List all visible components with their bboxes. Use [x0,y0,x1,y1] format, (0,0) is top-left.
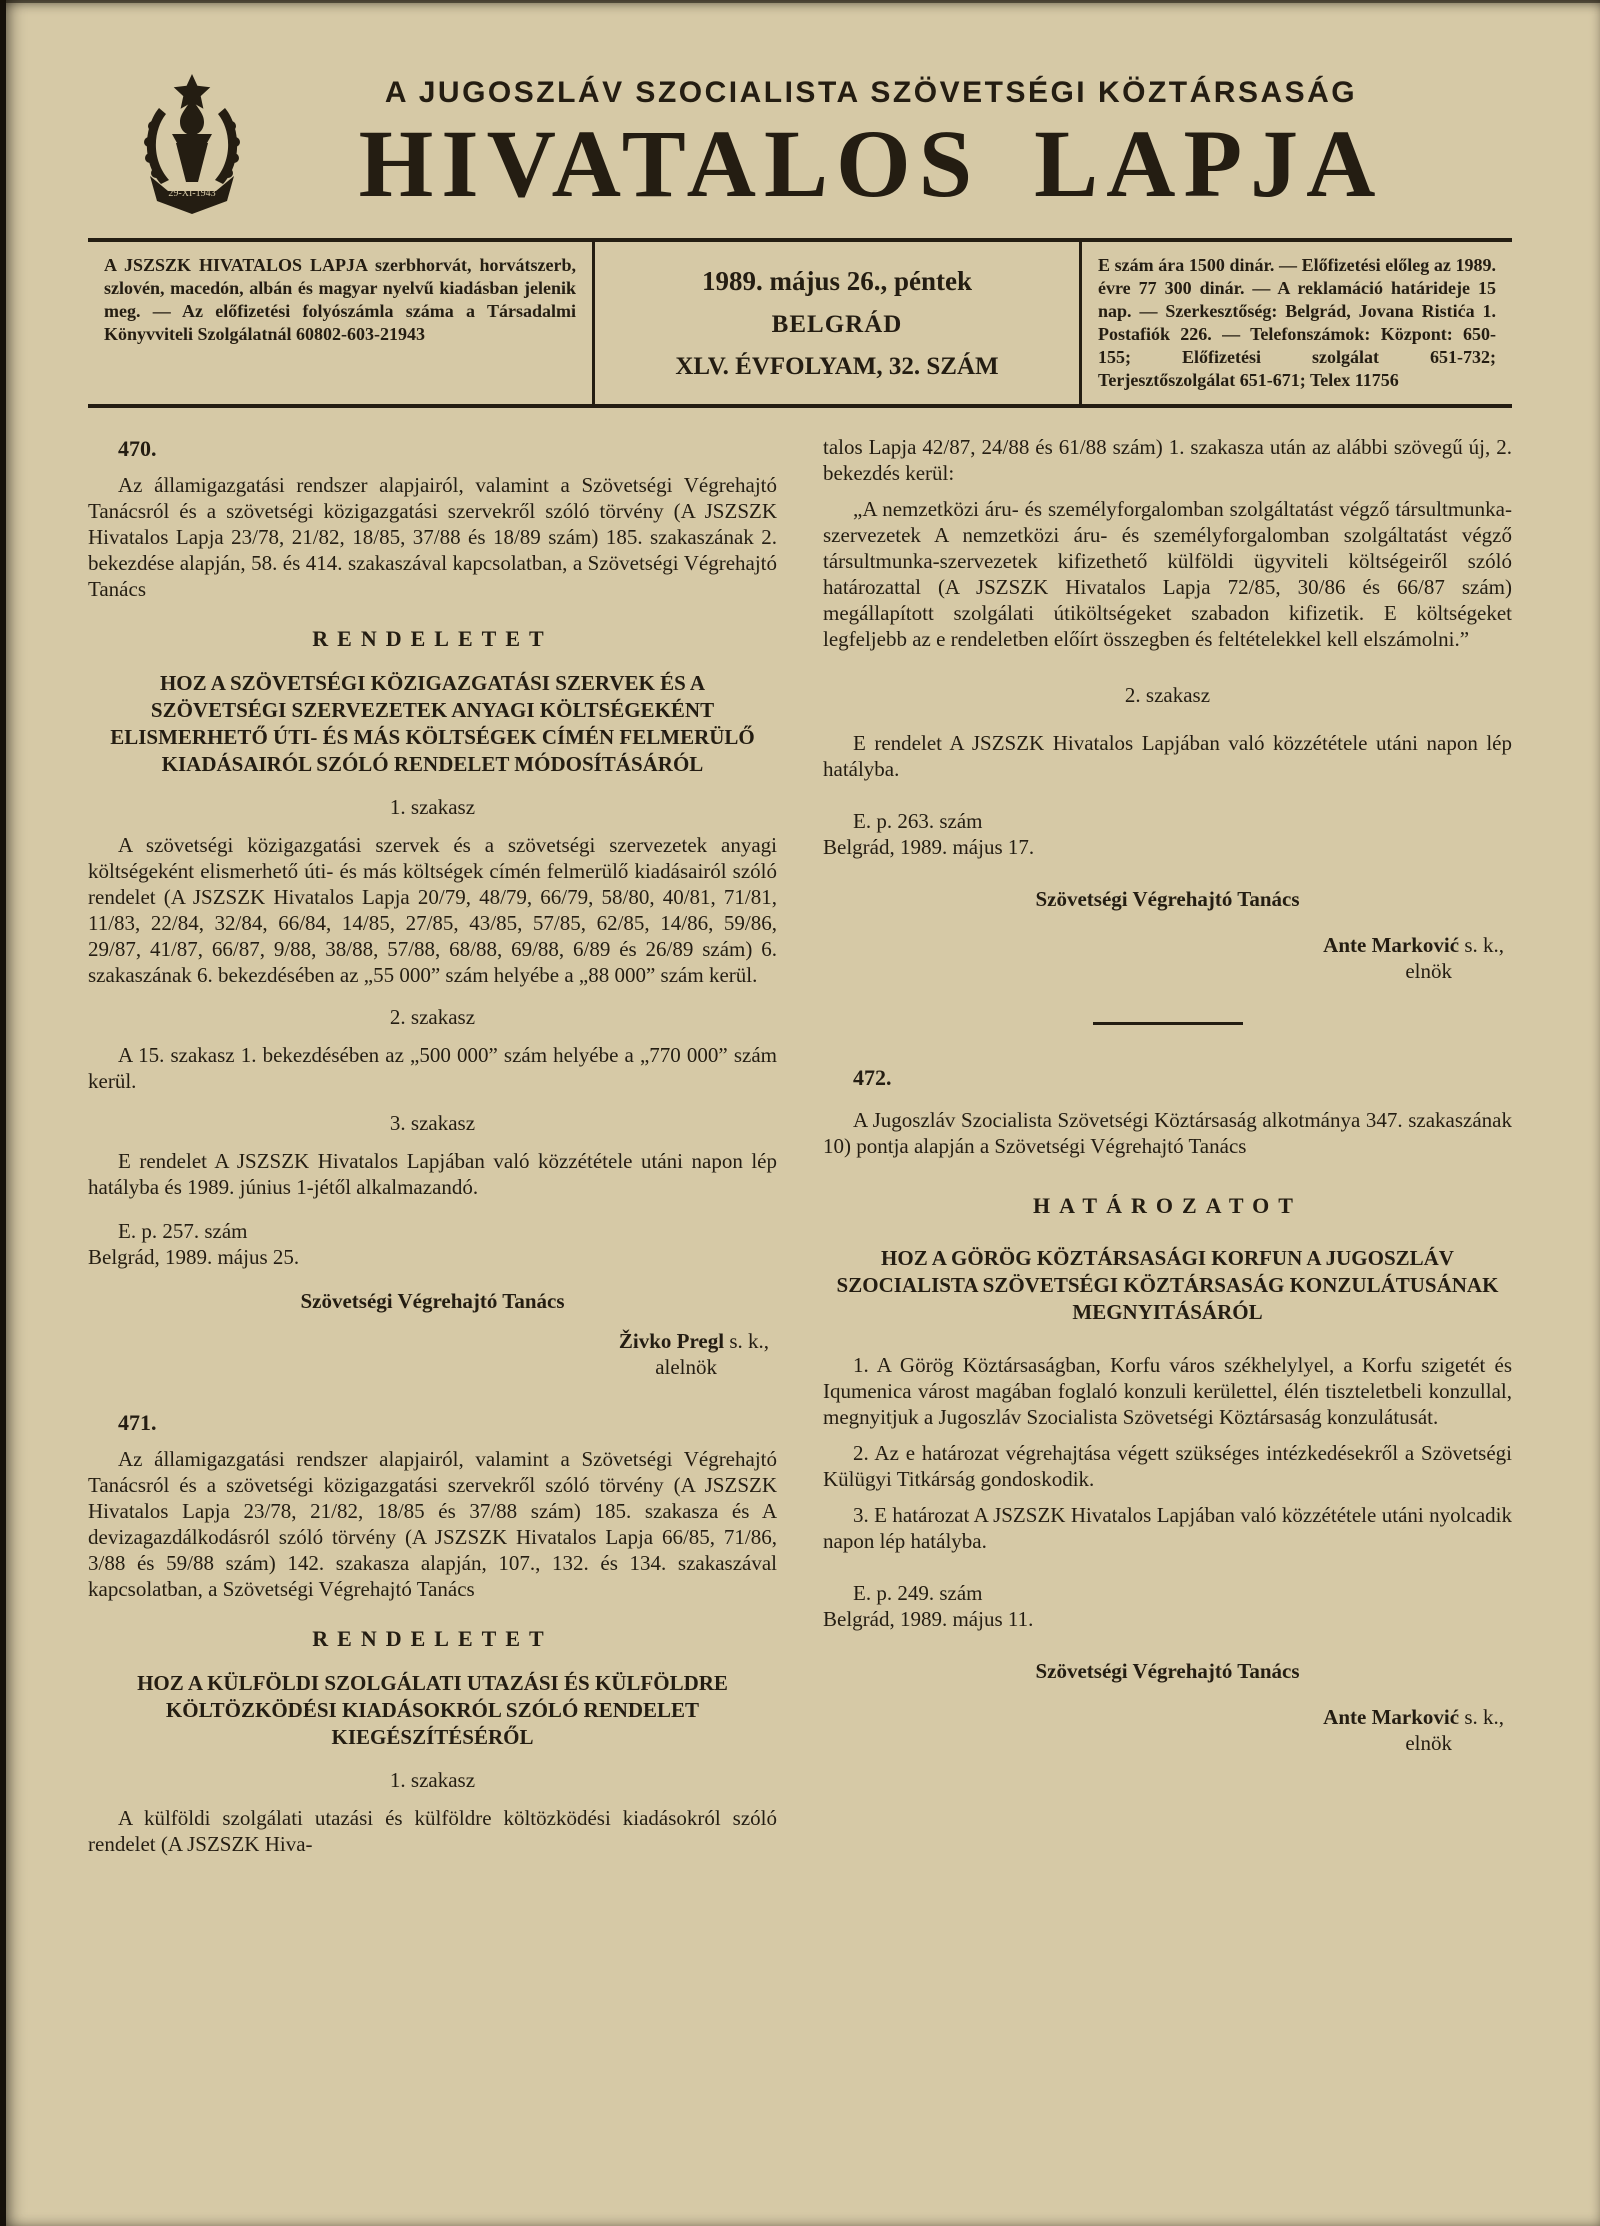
signature-person [88,1328,769,1380]
signature-org: Szövetségi Végrehajtó Tanács [1035,887,1300,911]
right-column [823,434,1512,1857]
paragraph: A szövetségi közigazgatási szervek és a szövetségi szervezetek anyagi költségeként elismerhető úti- és más költségek címén felmerülő kiadásairól szóló rendelet (A JSZSZK Hivatalos Lapja 20/79, 48/79, 66/79, 58/80, 40/81, 71/81, 11/83, 22/84, 32/84, 66/84, 14/85, 27/85, 43/85, 57/85, 62/85, 14/86, 59/86, 29/87, 41/87, 66/87, 9/88, 38/88, 57/88, 68/88, 69/88, 6/89 és 26/89 szám) 6. szakaszának 6. bekezdésében az „55 000” szám helyébe a „88 000” szám kerül. [88,833,777,987]
articles [88,408,1512,1857]
gazette-super-title: A JUGOSZLÁV SZOCIALISTA SZÖVETSÉGI KÖZTÁRSASÁG [384,76,1358,109]
act-word: RENDELETET [312,1626,553,1651]
signatory-name: Živko Pregl s. k., [618,1329,769,1353]
act-title: HOZ A GÖRÖG KÖZTÁRSASÁGI KORFUN A JUGOSZLÁV SZOCIALISTA SZÖVETSÉGI KÖZTÁRSASÁG KONZULÁTUSÁNAK MEGNYITÁSÁRÓL [836,1246,1499,1324]
paragraph: 1. A Görög Köztársaságban, Korfu város székhelylyel, a Korfu szigetét és Iqumenica várost magában foglaló konzuli kerülettel, élén tiszteletbeli konzullal, megnyitjuk a Jugoszláv Szocialista Szövetségi Köztársaság konzulátusát. [823,1353,1512,1429]
masthead-titles [258,72,1484,217]
ref-number: E. p. 249. szám [853,1581,983,1605]
act-word: HATÁROZATOT [1033,1193,1302,1218]
price-note: E szám ára 1500 dinár. — Előfizetési előleg az 1989. évre 77 300 dinár. — A reklamáció határideje 15 nap. — Szerkesztőség: Belgrád, Jovana Ristića 1. Postafiók 226. — Telefonszámok: Központ: 650-155; Előfizetési szolgálat 651-732; Terjesztőszolgálat 651-671; Telex 11756 [1098,255,1496,390]
article-number: 472. [853,1065,892,1090]
ref-number: E. p. 257. szám [118,1219,248,1243]
signatory-role: alelnök [655,1355,717,1379]
issue-city: BELGRÁD [771,310,903,338]
section-label: 1. szakasz [389,1768,476,1792]
signatory-role: elnök [1405,959,1452,983]
signatory-role: elnök [1405,1731,1452,1755]
paragraph: talos Lapja 42/87, 24/88 és 61/88 szám) 1. szakasza után az alábbi szövegű új, 2. bekezdés kerül: [823,435,1512,485]
paragraph: E rendelet A JSZSZK Hivatalos Lapjában való közzététele utáni napon lép hatályba. [823,731,1512,781]
info-bar [88,238,1512,408]
issue-info [595,242,1082,404]
publication-note: A JSZSZK HIVATALOS LAPJA szerbhorvát, horvátszerb, szlovén, macedón, albán és magyar nyelvű kiadásban jelenik meg. — Az előfizetési folyószámla száma a Társadalmi Könyvviteli Szolgálatnál 60802-603-21943 [88,242,595,404]
signature-person [823,1704,1504,1756]
emblem-ribbon-text: 29-XI-1943 [168,188,216,199]
signatory-name: Ante Marković s. k., [1323,933,1504,957]
paragraph: Az államigazgatási rendszer alapjairól, valamint a Szövetségi Végrehajtó Tanácsról és a szövetségi közigazgatási szervekről szóló törvény (A JSZSZK Hivatalos Lapja 23/78, 21/82, 18/85, 37/88 és 18/89 szám) 185. szakaszának 2. bekezdése alapján, 58. és 414. szakaszával kapcsolatban, a Szövetségi Végrehajtó Tanács [88,473,777,601]
signature-org: Szövetségi Végrehajtó Tanács [1035,1659,1300,1683]
act-word: RENDELETET [312,626,553,651]
section-label: 1. szakasz [389,795,476,819]
ref-place: Belgrád, 1989. május 11. [823,1607,1034,1631]
section-label: 2. szakasz [389,1005,476,1029]
paragraph: Az államigazgatási rendszer alapjairól, valamint a Szövetségi Végrehajtó Tanácsról és a szövetségi közigazgatási szervekről szóló törvény (A JSZSZK Hivatalos Lapja 23/78, 21/82, 18/85 és 37/88 szám) 185. szakasza és A devizagazdálkodásról szóló törvény (A JSZSZK Hivatalos Lapja 66/85, 71/86, 3/88 és 59/88 szám) 142. szakasza alapján, 107., 132. és 134. szakaszával kapcsolatban, a Szövetségi Végrehajtó Tanács [88,1447,777,1601]
section-label: 3. szakasz [389,1111,476,1135]
signature-org: Szövetségi Végrehajtó Tanács [300,1289,565,1313]
ref-number: E. p. 263. szám [853,809,983,833]
act-title: HOZ A SZÖVETSÉGI KÖZIGAZGATÁSI SZERVEK ÉS A SZÖVETSÉGI SZERVEZETEK ANYAGI KÖLTSÉGEKÉNT ELISMERHETŐ ÚTI- ÉS MÁS KÖLTSÉGEK CÍMÉN FELMERÜLŐ KIADÁSAIRÓL SZÓLÓ RENDELET MÓDOSÍTÁSÁRÓL [110,671,755,776]
issue-date: 1989. május 26., péntek [701,265,972,296]
divider [1093,1022,1243,1025]
scan-edge-top [0,0,1600,3]
article-number: 470. [118,436,157,461]
paragraph: „A nemzetközi áru- és személyforgalomban szolgáltatást végző társultmunka-szervezetek A nemzetközi áru- és személyforgalomban szolgáltatást végző társultmunka-szervezetek kifizethető külföldi ügyviteli költségeiről szóló határozattal (A JSZSZK Hivatalos Lapja 72/85, 30/86 és 66/87 szám) megállapított szolgálati útiköltségeket szabadon kifizetik. E költségeket legfeljebb az e rendeletben előírt összegben és feltételekkel kell elszámolni.” [823,497,1512,651]
paragraph: A Jugoszláv Szocialista Szövetségi Köztársaság alkotmánya 347. szakaszának 10) pontja alapján a Szövetségi Végrehajtó Tanács [823,1108,1512,1158]
section-label: 2. szakasz [1124,683,1211,707]
masthead [88,0,1512,234]
ref-place: Belgrád, 1989. május 17. [823,835,1035,859]
paragraph: A külföldi szolgálati utazási és külföldre költözködési kiadásokról szóló rendelet (A JSZSZK Hiva- [88,1806,777,1856]
act-title: HOZ A KÜLFÖLDI SZOLGÁLATI UTAZÁSI ÉS KÜLFÖLDRE KÖLTÖZKÖDÉSI KIADÁSOKRÓL SZÓLÓ RENDELET KIEGÉSZÍTÉSÉRŐL [137,1671,728,1749]
scan-edge-left [0,0,6,2226]
paragraph: E rendelet A JSZSZK Hivatalos Lapjában való közzététele utáni napon lép hatályba és 1989. június 1-jétől alkalmazandó. [88,1149,777,1199]
article-number: 471. [118,1410,157,1435]
paragraph: 3. E határozat A JSZSZK Hivatalos Lapjában való közzététele utáni nyolcadik napon lép hatályba. [823,1503,1512,1553]
ref-place: Belgrád, 1989. május 25. [88,1245,300,1269]
issue-volume: XLV. ÉVFOLYAM, 32. SZÁM [675,352,999,380]
paragraph: A 15. szakasz 1. bekezdésében az „500 000” szám helyébe a „770 000” szám kerül. [88,1043,777,1093]
signature-person [823,932,1504,984]
sfrj-emblem-icon [126,72,258,222]
left-column [88,434,777,1857]
signatory-name: Ante Marković s. k., [1323,1705,1504,1729]
gazette-title: HIVATALOS LAPJA [358,110,1384,217]
paragraph: 2. Az e határozat végrehajtása végett szükséges intézkedésekről a Szövetségi Külügyi Titkárság gondoskodik. [823,1441,1512,1491]
